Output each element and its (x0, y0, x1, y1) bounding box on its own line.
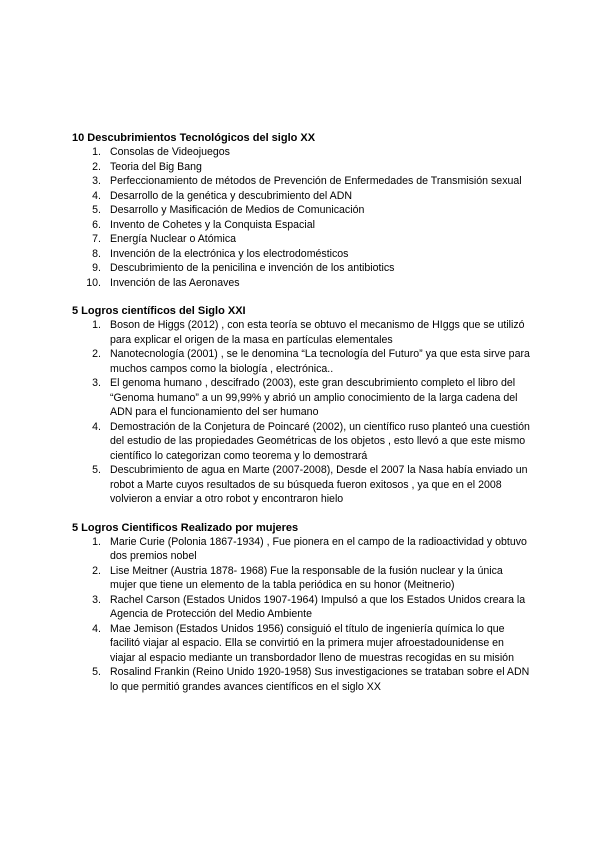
section-21st-century-achievements (72, 304, 532, 507)
list-text: Descubrimiento de agua en Marte (2007-2008), Desde el 2007 la Nasa había enviado un robot a Marte cuyos resultados de su búsqueda fueron exitosos , ya que en el 2008 volvieron a enviar a otro robot y encontraron hielo (110, 464, 528, 505)
list-number: 1. (92, 535, 101, 548)
list-item (72, 463, 532, 507)
list-text: Perfeccionamiento de métodos de Prevención de Enfermedades de Transmisión sexual (110, 175, 522, 187)
numbered-list (72, 535, 532, 695)
list-text: Rosalind Frankin (Reino Unido 1920-1958) Sus investigaciones se trataban sobre el ADN lo que permitió grandes avances científicos en el siglo XX (110, 666, 530, 693)
list-text: Consolas de Videojuegos (110, 146, 230, 158)
list-number: 4. (92, 420, 101, 433)
list-text: Descubrimiento de la penicilina e invención de los antibiotics (110, 262, 395, 274)
list-text: Invento de Cohetes y la Conquista Espacial (110, 218, 315, 231)
list-number: 9. (92, 262, 101, 274)
list-item (72, 218, 532, 233)
list-item (72, 261, 532, 276)
list-number: 5. (92, 666, 101, 678)
list-number: 8. (92, 247, 101, 260)
list-item (72, 276, 532, 291)
list-number: 3. (92, 175, 101, 187)
numbered-list (72, 145, 532, 290)
list-item (72, 318, 532, 347)
list-text: Mae Jemison (Estados Unidos 1956) consiguió el título de ingeniería química lo que facilitó viajar al espacio. Ella se convirtió en la primera mujer afroestadounidense en viajar al espacio mediante un transbordador lleno de muestras recogidas en su misión (110, 622, 514, 664)
list-number: 1. (92, 319, 101, 331)
list-item (72, 203, 532, 218)
list-item (72, 232, 532, 247)
list-item (72, 376, 532, 420)
list-item (72, 145, 532, 160)
section-women-achievements (72, 521, 532, 695)
list-text: Nanotecnología (2001) , se le denomina “La tecnología del Futuro” ya que esta sirve para muchos campos como la biología , electrónica.. (110, 348, 530, 375)
list-text: El genoma humano , descifrado (2003), este gran descubrimiento completo el libro del “Genoma humano” a un 99,99% y abrió un amplio conocimiento de la larga cadena del ADN para el funcionamiento del ser humano (110, 377, 518, 418)
section-20th-century-discoveries (72, 131, 532, 290)
list-item (72, 535, 532, 564)
numbered-list (72, 318, 532, 507)
list-text: Invención de la electrónica y los electrodomésticos (110, 247, 349, 260)
list-text: Invención de las Aeronaves (110, 276, 240, 289)
list-text: Rachel Carson (Estados Unidos 1907-1964) Impulsó a que los Estados Unidos creara la Agencia de Protección del Medio Ambiente (110, 593, 526, 620)
section-heading: 5 Logros Cientificos Realizado por mujeres (72, 521, 299, 534)
list-item (72, 347, 532, 376)
list-number: 2. (92, 564, 101, 577)
list-number: 2. (92, 160, 101, 173)
list-item (72, 420, 532, 464)
list-number: 1. (92, 146, 101, 158)
section-heading: 10 Descubrimientos Tecnológicos del siglo XX (72, 132, 316, 144)
list-number: 3. (92, 593, 101, 606)
list-text: Boson de Higgs (2012) , con esta teoría se obtuvo el mecanismo de HIggs que se utilizó para explicar el origen de la masa en partículas elementales (110, 319, 525, 346)
list-text: Lise Meitner (Austria 1878- 1968) Fue la responsable de la fusión nuclear y la única mujer que tiene un elemento de la tabla periódica en su honor (Meitnerio) (110, 564, 503, 591)
list-number: 6. (92, 218, 101, 231)
document-page (72, 131, 532, 694)
list-text: Teoria del Big Bang (110, 160, 202, 173)
list-item (72, 174, 532, 189)
list-text: Desarrollo de la genética y descubrimiento del ADN (110, 189, 353, 202)
list-item (72, 189, 532, 204)
list-text: Marie Curie (Polonia 1867-1934) , Fue pionera en el campo de la radioactividad y obtuvo dos premios nobel (110, 535, 527, 562)
list-number: 4. (92, 189, 101, 202)
list-item (72, 564, 532, 593)
section-heading: 5 Logros científicos del Siglo XXI (72, 305, 246, 317)
list-number: 7. (92, 233, 101, 245)
list-number: 5. (92, 204, 101, 216)
list-item (72, 593, 532, 622)
list-text: Demostración de la Conjetura de Poincaré (2002), un científico ruso planteó una cuestión del estudio de las propiedades Geométricas de los objetos , esto llevó a que este mismo científico lo categorizan como teorema y lo demostrará (110, 420, 530, 462)
list-item (72, 160, 532, 175)
list-text: Energía Nuclear o Atómica (110, 233, 237, 245)
list-item (72, 665, 532, 694)
list-number: 4. (92, 622, 101, 635)
list-number: 3. (92, 377, 101, 389)
list-number: 10. (86, 276, 101, 289)
list-number: 5. (92, 464, 101, 476)
list-text: Desarrollo y Masificación de Medios de Comunicación (110, 204, 365, 216)
list-item (72, 622, 532, 666)
list-item (72, 247, 532, 262)
list-number: 2. (92, 348, 101, 360)
